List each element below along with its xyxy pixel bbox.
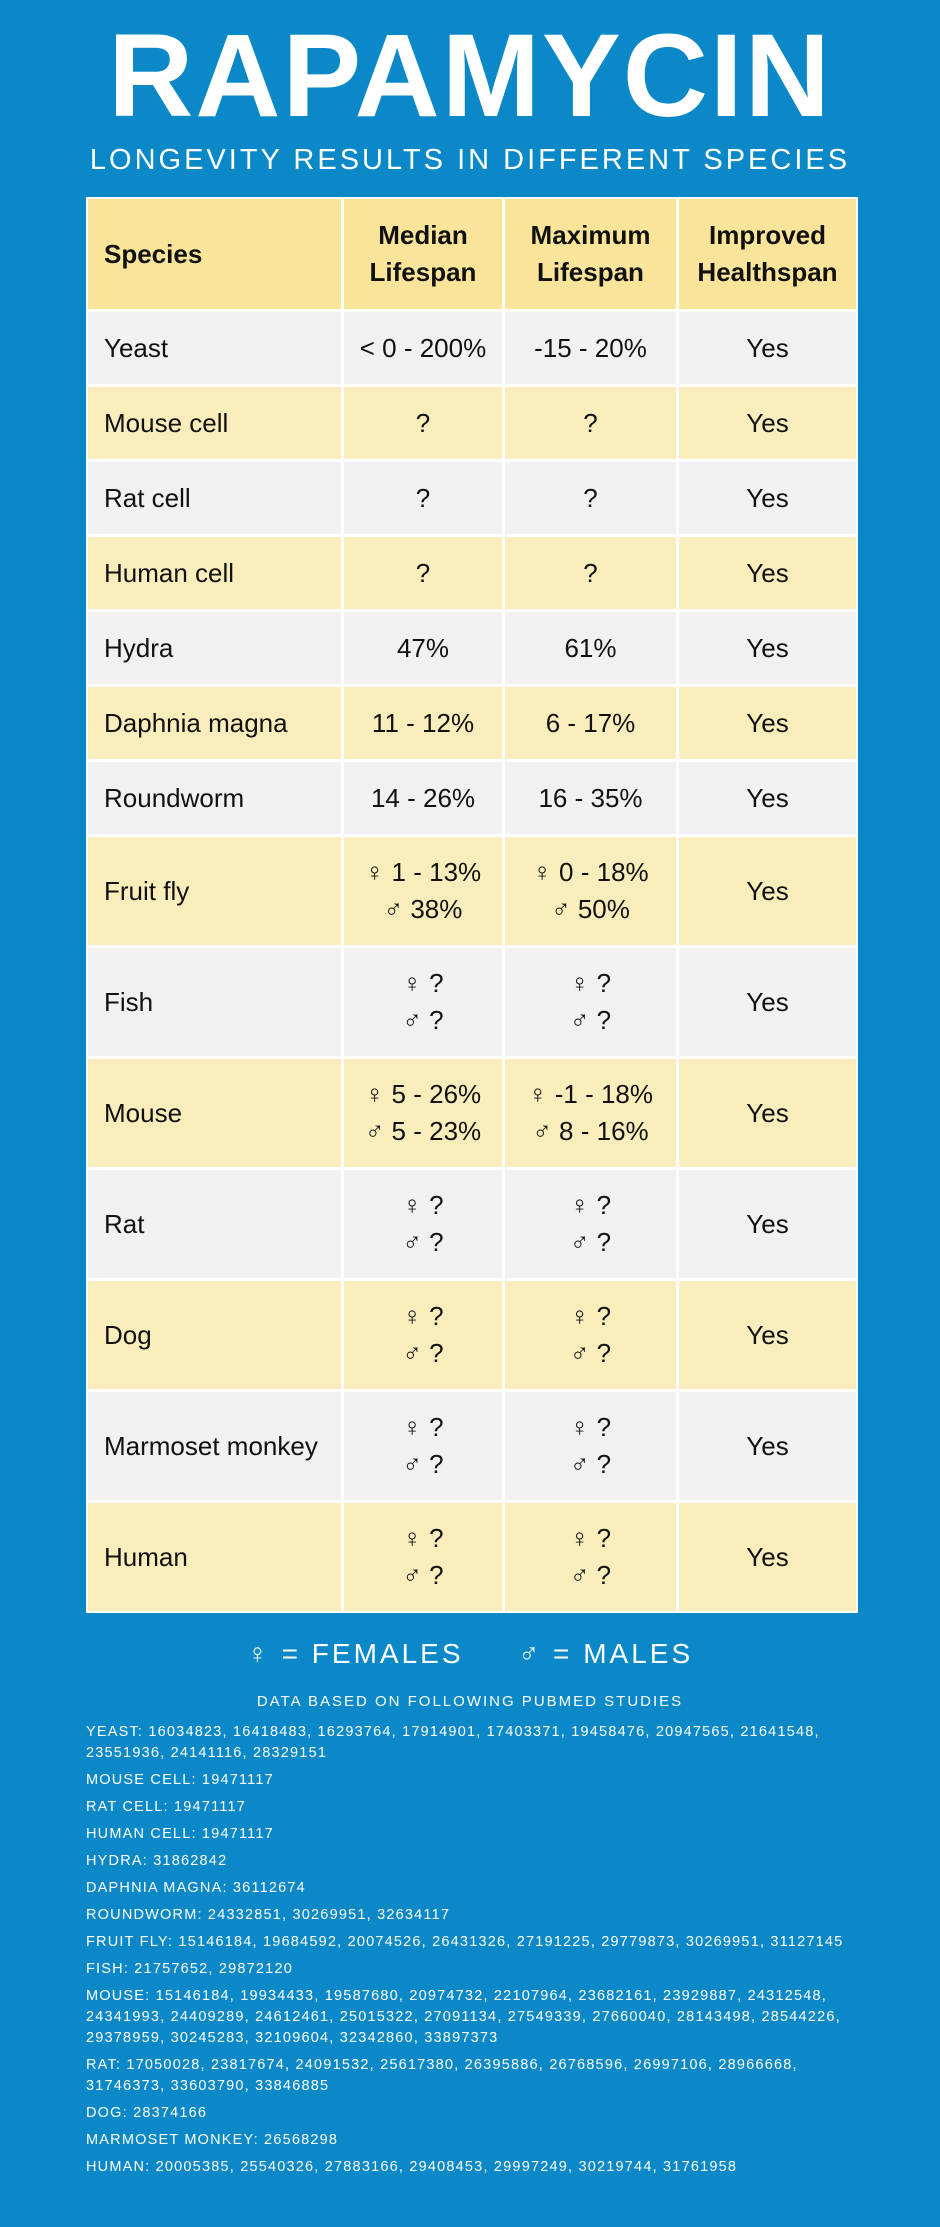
- species-cell: Roundworm: [88, 762, 344, 834]
- maximum-value: ♂ ?: [569, 1005, 612, 1035]
- table-row: [88, 462, 856, 537]
- median-value: 11 - 12%: [371, 707, 475, 738]
- maximum-value: ?: [583, 482, 598, 513]
- legend-male: ♂ = MALES: [518, 1638, 694, 1669]
- sex-legend: [0, 1638, 940, 1670]
- median-value: ♂ ?: [402, 1449, 444, 1479]
- median-value: ♀ ?: [402, 1301, 444, 1331]
- median-value: ♀ 1 - 13%: [364, 857, 482, 887]
- maximum-value: ?: [583, 557, 598, 588]
- reference-line: MOUSE: 15146184, 19934433, 19587680, 20974732, 22107964, 23682161, 23929887, 24312548, 24341993, 24409289, 24612461, 25015322, 27091134, 27549339, 27660040, 28143498, 28544226, 29378959, 30245283, 32109604, 32342860, 33897373: [86, 1988, 841, 2046]
- species-cell: Human: [88, 1503, 344, 1611]
- maximum-lifespan-cell: [505, 1059, 679, 1167]
- maximum-lifespan-cell: [505, 762, 679, 834]
- median-value: ♂ ?: [402, 1005, 444, 1035]
- median-value: 47%: [396, 632, 450, 663]
- table-row: [88, 762, 856, 837]
- maximum-value: 61%: [564, 632, 617, 663]
- page-title: RAPAMYCIN: [108, 10, 832, 142]
- median-lifespan-cell: [344, 1503, 505, 1611]
- table-body: [88, 312, 856, 1611]
- median-lifespan-cell: [344, 462, 505, 534]
- references-list: [86, 1722, 866, 2184]
- maximum-value: ♂ 8 - 16%: [532, 1116, 649, 1146]
- healthspan-cell: Yes: [746, 707, 789, 738]
- species-cell: Marmoset monkey: [88, 1392, 344, 1500]
- header-median-lifespan: Median Lifespan: [344, 199, 505, 309]
- species-cell: Dog: [88, 1281, 344, 1389]
- table-row: [88, 948, 856, 1059]
- species-cell: Human cell: [88, 537, 344, 609]
- reference-line: FRUIT FLY: 15146184, 19684592, 20074526, 26431326, 27191225, 29779873, 30269951, 31127145: [86, 1934, 844, 1950]
- median-lifespan-cell: [344, 387, 505, 459]
- table-row: [88, 312, 856, 387]
- median-value: ♂ ?: [402, 1227, 444, 1257]
- median-lifespan-cell: [344, 537, 505, 609]
- maximum-lifespan-cell: [505, 948, 679, 1056]
- species-cell: Rat cell: [88, 462, 344, 534]
- median-value: < 0 - 200%: [359, 332, 487, 363]
- legend-female: ♀ = FEMALES: [246, 1638, 464, 1669]
- median-lifespan-cell: [344, 762, 505, 834]
- healthspan-cell: Yes: [746, 986, 789, 1017]
- reference-line: HUMAN CELL: 19471117: [86, 1826, 274, 1842]
- maximum-lifespan-cell: [505, 387, 679, 459]
- maximum-value: ♀ ?: [569, 1190, 612, 1220]
- maximum-lifespan-cell: [505, 537, 679, 609]
- table-row: [88, 837, 856, 948]
- median-value: ♀ ?: [402, 1190, 444, 1220]
- table-row: [88, 1059, 856, 1170]
- healthspan-cell: Yes: [746, 557, 789, 588]
- median-lifespan-cell: [344, 687, 505, 759]
- species-cell: Mouse cell: [88, 387, 344, 459]
- maximum-value: 16 - 35%: [538, 782, 643, 813]
- reference-line: ROUNDWORM: 24332851, 30269951, 32634117: [86, 1907, 451, 1923]
- median-lifespan-cell: [344, 1281, 505, 1389]
- table-row: [88, 387, 856, 462]
- maximum-lifespan-cell: [505, 312, 679, 384]
- maximum-value: ♀ ?: [569, 968, 612, 998]
- maximum-lifespan-cell: [505, 1281, 679, 1389]
- reference-line: RAT: 17050028, 23817674, 24091532, 25617380, 26395886, 26768596, 26997106, 28966668, 31746373, 33603790, 33846885: [86, 2057, 798, 2094]
- healthspan-cell: Yes: [746, 875, 789, 906]
- table-row: [88, 687, 856, 762]
- header-species: Species: [88, 199, 344, 309]
- reference-line: YEAST: 16034823, 16418483, 16293764, 17914901, 17403371, 19458476, 20947565, 21641548, 23551936, 24141116, 28329151: [86, 1724, 820, 1761]
- table-row: [88, 537, 856, 612]
- healthspan-cell: Yes: [746, 1319, 789, 1350]
- median-value: ♂ ?: [402, 1338, 444, 1368]
- healthspan-cell: Yes: [746, 1208, 789, 1239]
- species-cell: Yeast: [88, 312, 344, 384]
- median-value: ♂ 5 - 23%: [364, 1116, 482, 1146]
- maximum-value: ♀ ?: [569, 1523, 612, 1553]
- median-value: ♀ ?: [402, 968, 444, 998]
- maximum-lifespan-cell: [505, 612, 679, 684]
- reference-line: RAT CELL: 19471117: [86, 1799, 246, 1815]
- reference-line: MOUSE CELL: 19471117: [86, 1772, 274, 1788]
- reference-line: DAPHNIA MAGNA: 36112674: [86, 1880, 306, 1896]
- median-value: ♀ 5 - 26%: [364, 1079, 482, 1109]
- maximum-lifespan-cell: [505, 1503, 679, 1611]
- reference-line: HYDRA: 31862842: [86, 1853, 228, 1869]
- healthspan-cell: Yes: [746, 1097, 789, 1128]
- median-value: 14 - 26%: [370, 782, 476, 813]
- median-lifespan-cell: [344, 1392, 505, 1500]
- median-lifespan-cell: [344, 312, 505, 384]
- table-row: [88, 1170, 856, 1281]
- reference-line: DOG: 28374166: [86, 2105, 208, 2121]
- maximum-lifespan-cell: [505, 837, 679, 945]
- median-lifespan-cell: [344, 837, 505, 945]
- species-cell: Fish: [88, 948, 344, 1056]
- species-cell: Hydra: [88, 612, 344, 684]
- healthspan-cell: Yes: [746, 332, 789, 363]
- median-lifespan-cell: [344, 1059, 505, 1167]
- maximum-lifespan-cell: [505, 1392, 679, 1500]
- maximum-value: ♀ -1 - 18%: [528, 1079, 653, 1109]
- median-value: ?: [415, 482, 431, 513]
- reference-line: HUMAN: 20005385, 25540326, 27883166, 29408453, 29997249, 30219744, 31761958: [86, 2159, 738, 2175]
- maximum-value: ?: [583, 407, 598, 438]
- page-subtitle: LONGEVITY RESULTS IN DIFFERENT SPECIES: [89, 144, 851, 176]
- maximum-value: ♀ ?: [569, 1301, 612, 1331]
- table-row: [88, 1392, 856, 1503]
- table-row: [88, 1281, 856, 1392]
- table-row: [88, 1503, 856, 1611]
- reference-line: FISH: 21757652, 29872120: [86, 1961, 293, 1977]
- species-cell: Mouse: [88, 1059, 344, 1167]
- table-row: [88, 612, 856, 687]
- healthspan-cell: Yes: [746, 1541, 789, 1572]
- median-value: ♀ ?: [402, 1523, 444, 1553]
- header-improved-healthspan: Improved Healthspan: [697, 220, 838, 287]
- healthspan-cell: Yes: [746, 782, 789, 813]
- species-cell: Fruit fly: [88, 837, 344, 945]
- median-lifespan-cell: [344, 612, 505, 684]
- median-lifespan-cell: [344, 948, 505, 1056]
- healthspan-cell: Yes: [746, 407, 789, 438]
- healthspan-cell: Yes: [746, 632, 789, 663]
- median-value: ♂ 38%: [383, 894, 463, 924]
- maximum-value: ♂ ?: [569, 1227, 612, 1257]
- maximum-value: -15 - 20%: [534, 332, 647, 363]
- maximum-lifespan-cell: [505, 1170, 679, 1278]
- maximum-value: ♂ ?: [569, 1560, 612, 1590]
- maximum-value: 6 - 17%: [545, 707, 636, 738]
- healthspan-cell: Yes: [746, 482, 789, 513]
- median-value: ?: [415, 557, 431, 588]
- median-value: ♂ ?: [402, 1560, 444, 1590]
- species-cell: Rat: [88, 1170, 344, 1278]
- median-value: ?: [415, 407, 431, 438]
- results-table: [86, 197, 858, 1613]
- maximum-lifespan-cell: [505, 687, 679, 759]
- maximum-value: ♂ ?: [569, 1449, 612, 1479]
- references-title: DATA BASED ON FOLLOWING PUBMED STUDIES: [256, 1693, 684, 1710]
- maximum-value: ♀ 0 - 18%: [532, 857, 649, 887]
- reference-line: MARMOSET MONKEY: 26568298: [86, 2132, 339, 2148]
- species-cell: Daphnia magna: [88, 687, 344, 759]
- median-value: ♀ ?: [402, 1412, 444, 1442]
- maximum-value: ♂ ?: [569, 1338, 612, 1368]
- healthspan-cell: Yes: [746, 1430, 789, 1461]
- maximum-lifespan-cell: [505, 462, 679, 534]
- maximum-value: ♀ ?: [569, 1412, 612, 1442]
- maximum-value: ♂ 50%: [551, 894, 630, 924]
- header-maximum-lifespan: Maximum Lifespan: [505, 199, 679, 309]
- median-lifespan-cell: [344, 1170, 505, 1278]
- table-header-row: [88, 199, 856, 312]
